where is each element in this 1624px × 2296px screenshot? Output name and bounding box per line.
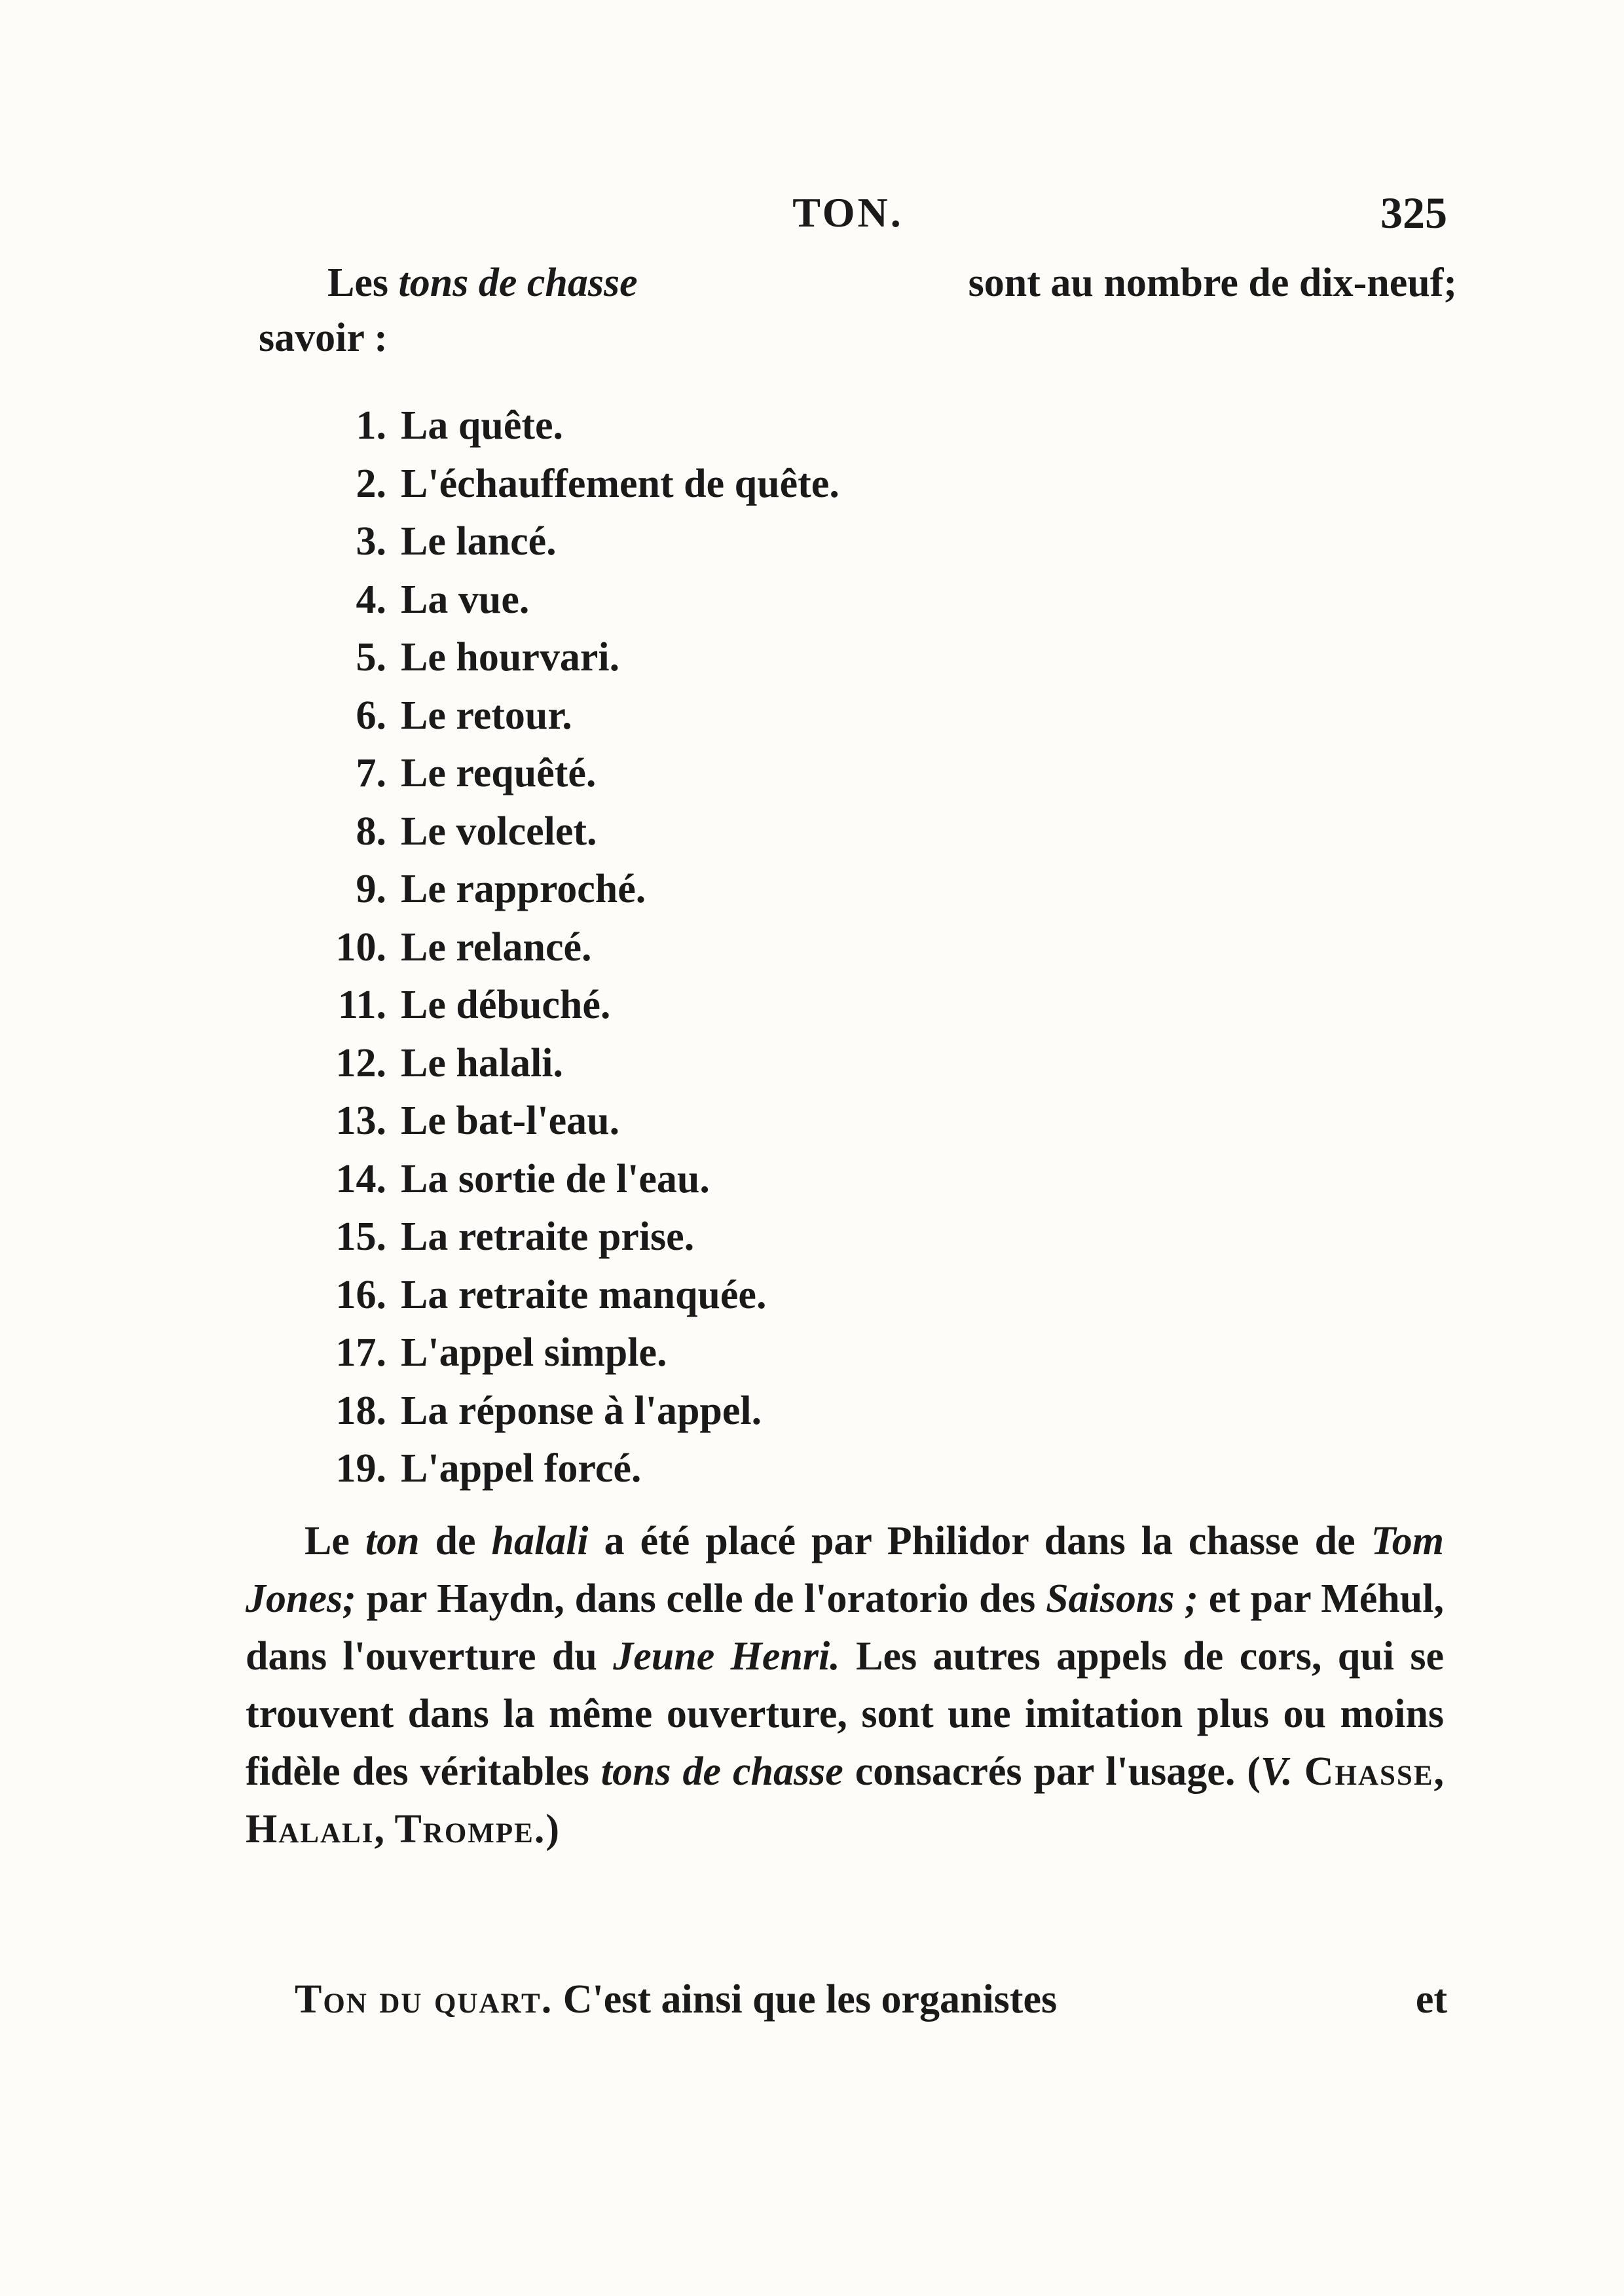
cross-ref-chasse: Chasse [1304,1749,1434,1794]
tone-number: 5. [356,635,386,680]
para-text: consacrés par l'usage. ( [843,1749,1261,1794]
body-paragraph [246,1512,1444,1858]
tone-item [308,397,1290,455]
para-text: Les autres appels de cors, qui se trouvent dans la même ouverture, sont une imitation plus ou moins fidèle des véritables [246,1634,1444,1794]
tone-label: Le hourvari. [401,635,620,680]
tone-number: 19. [335,1446,386,1491]
tone-label: Le retour. [401,693,572,738]
tone-number: 9. [356,867,386,911]
tone-item [308,455,1290,513]
tone-item [308,860,1290,919]
intro-line-2: savoir : [259,316,388,360]
cross-ref-halali: Halali [246,1807,375,1851]
tone-item [308,744,1290,803]
tone-label: La quête. [401,403,563,448]
tone-number: 3. [356,519,386,564]
running-head [249,177,1447,249]
entry-tail: et [1415,1977,1447,2022]
tone-label: Le halali. [401,1040,564,1085]
next-entry [295,1971,1447,2028]
para-text: par Haydn, dans celle de l'oratorio des [356,1576,1046,1621]
para-italic: Saisons ; [1046,1576,1198,1621]
tone-label: La réponse à l'appel. [401,1388,762,1433]
tone-number: 16. [335,1272,386,1317]
para-italic: Jeune Henri. [613,1634,840,1679]
para-italic: tons de chasse [600,1749,843,1794]
tone-number: 2. [356,461,386,506]
tone-number: 1. [356,403,386,448]
tone-label: L'appel forcé. [401,1446,642,1491]
intro-sentence [259,255,1457,365]
para-text: de [419,1519,492,1563]
tone-number: 4. [356,577,386,622]
intro-line-1 [259,255,1457,310]
para-italic: ton [365,1519,420,1563]
para-text: , [374,1807,395,1851]
tone-item [308,1266,1290,1324]
tone-item [308,687,1290,745]
tone-number: 17. [335,1330,386,1375]
tone-label: Le volcelet. [401,809,597,854]
para-italic: Tom Jones; [246,1519,1445,1621]
tone-item [308,1324,1290,1382]
tone-label: Le débuché. [401,983,611,1027]
para-italic: halali [491,1519,589,1563]
running-title: TON. [792,189,904,236]
para-text: Le [304,1519,365,1563]
tone-item [308,1034,1290,1093]
tone-label: La retraite manquée. [401,1272,767,1317]
cross-ref-trompe: Trompe. [394,1807,546,1851]
tone-number: 8. [356,809,386,854]
entry-text: C'est ainsi que les organistes [553,1977,1058,2022]
tone-number: 18. [335,1388,386,1433]
tone-item [308,1208,1290,1266]
para-text: ) [545,1807,559,1851]
para-text: et par Méhul, dans l'ouverture du [246,1576,1444,1679]
para-text: a été placé par Philidor dans la chasse de [588,1519,1371,1563]
tone-number: 13. [335,1099,386,1143]
tone-item [308,803,1290,861]
tone-item [308,571,1290,629]
page-number: 325 [1380,188,1447,238]
tone-item [308,1440,1290,1498]
tone-label: La sortie de l'eau. [401,1156,710,1201]
tone-number: 6. [356,693,386,738]
intro-term: tons de chasse [398,261,638,305]
para-text: , [1433,1749,1445,1794]
tone-label: L'appel simple. [401,1330,667,1375]
tone-number: 15. [335,1214,386,1259]
tone-item [308,1382,1290,1440]
tone-item [308,513,1290,571]
tone-label: Le rapproché. [401,867,646,911]
tone-label: Le bat-l'eau. [401,1099,620,1143]
tone-item [308,976,1290,1034]
tone-label: La retraite prise. [401,1214,695,1259]
intro-before: Les [327,261,388,305]
tone-label: Le lancé. [401,519,557,564]
tone-label: Le relancé. [401,924,592,970]
tone-item [308,919,1290,977]
entry-headword: Ton du quart. [295,1977,553,2022]
tone-item [308,1150,1290,1209]
tone-label: La vue. [401,577,530,622]
tone-number: 10. [335,924,386,970]
tone-number: 7. [356,751,386,795]
tone-number: 14. [335,1156,386,1201]
tone-number: 11. [337,983,386,1027]
tone-item [308,629,1290,687]
tone-item [308,1092,1290,1150]
tones-list [308,397,1290,1498]
tone-number: 12. [335,1040,386,1085]
tone-label: Le requêté. [401,751,597,795]
para-text [1293,1749,1304,1794]
intro-after: sont au nombre de dix-neuf; [968,261,1457,305]
tone-label: L'échauffement de quête. [401,461,840,506]
para-italic: V. [1260,1749,1293,1794]
